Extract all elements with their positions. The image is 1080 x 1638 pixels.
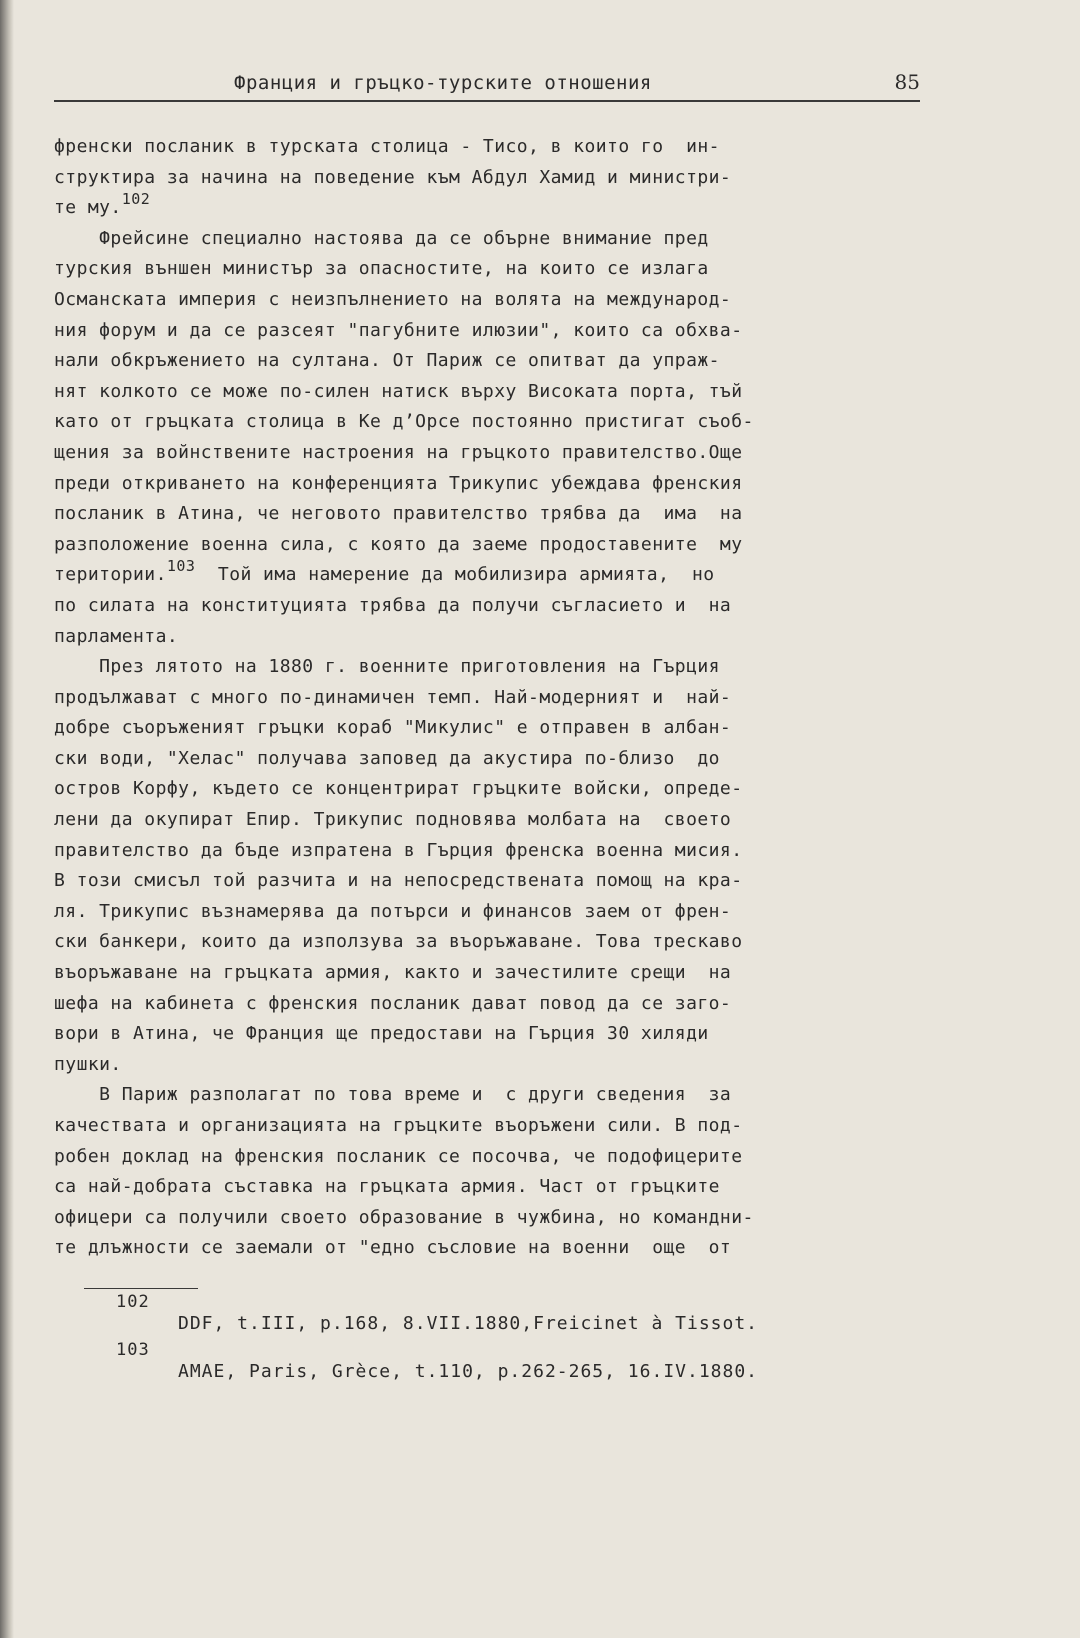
text-line [54, 1233, 934, 1264]
line-text: като от гръцката столица в Ке д’Орсе постоянно пристигат съоб- [54, 411, 754, 433]
line-text: преди откриването на конференцията Трикупис убеждава френския [54, 472, 743, 494]
line-text: парламента. [54, 625, 179, 647]
line-text: ния форум и да се разсеят "пагубните илюзии", които са обхва- [54, 319, 743, 341]
line-text: Фрейсине специално настоява да се обърне внимание пред [54, 227, 709, 249]
text-line [54, 438, 934, 469]
footnote [110, 1340, 910, 1392]
line-text: те му. [54, 197, 122, 219]
text-line [54, 897, 934, 928]
line-text: по силата на конституцията трябва да получи съгласието и на [54, 594, 732, 616]
text-line [54, 713, 934, 744]
line-text: турския външен министър за опасностите, на които се излага [54, 258, 709, 280]
text-line [54, 591, 934, 622]
text-line [54, 774, 934, 805]
line-text: френски посланик в турската столица - Тисо, в които го ин- [54, 136, 720, 157]
text-line [54, 1172, 934, 1203]
text-line [54, 927, 934, 958]
line-text: разположение военна сила, с която да заеме продоставените му [54, 533, 743, 555]
text-line [54, 557, 934, 591]
line-text: През лятото на 1880 г. военните приготовления на Гърция [54, 656, 720, 678]
line-text: правителство да бъде изпратена в Гърция френска военна мисия. [54, 839, 743, 861]
footnote-reference: 102 [121, 190, 151, 209]
text-line [54, 254, 934, 285]
line-text: пушки. [54, 1053, 122, 1075]
line-text: нали обкръжението на султана. От Париж се опитват да упраж- [54, 350, 720, 372]
running-header [54, 70, 920, 102]
text-line [54, 1111, 934, 1142]
text-line [54, 316, 934, 347]
line-text: нят колкото се може по-силен натиск върху Високата порта, тъй [54, 380, 743, 402]
text-line [54, 163, 934, 194]
line-text: шефа на кабинета с френския посланик дават повод да се заго- [54, 992, 732, 1014]
text-line [54, 1142, 934, 1173]
text-line [54, 224, 934, 255]
line-text: структира за начина на поведение към Абдул Хамид и министри- [54, 166, 732, 188]
line-text: Османската империя с неизпълнението на волята на международ- [54, 288, 732, 310]
text-line [54, 346, 934, 377]
page-number: 85 [894, 70, 920, 94]
page-edge-shadow [0, 0, 14, 1638]
footnote-text: DDF, t.III, p.168, 8.VII.1880,Freicinet à Tissot. [178, 1313, 759, 1334]
text-line [54, 285, 934, 316]
text-line [54, 866, 934, 897]
line-text: щения за войнствените настроения на гръцкото правителство.Още [54, 441, 743, 463]
header-title: Франция и гръцко-турските отношения [234, 72, 652, 94]
footnote [110, 1292, 910, 1344]
line-text-continuation: Той има намерение да мобилизира армията, но [195, 564, 715, 586]
line-text: робен доклад на френския посланик се посочва, че подофицерите [54, 1145, 743, 1167]
line-text: В Париж разполагат по това време и с други сведения за [54, 1084, 732, 1106]
footnote-divider [84, 1288, 198, 1289]
text-line [54, 1019, 934, 1050]
line-text: продължават с много по-динамичен темп. Най-модерният и най- [54, 686, 732, 708]
line-text: ски води, "Хелас" получава заповед да акустира по-близо до [54, 747, 720, 769]
line-text: качествата и организацията на гръцките въоръжени сили. В под- [54, 1115, 743, 1136]
text-line [54, 1203, 934, 1234]
line-text: ски банкери, които да използува за въоръжаване. Това трескаво [54, 931, 743, 953]
line-text: ля. Трикупис възнамерява да потърси и финансов заем от френ- [54, 900, 732, 922]
body-text [54, 132, 934, 1264]
text-line [54, 805, 934, 836]
footnotes [110, 1292, 910, 1392]
line-text: територии. [54, 564, 167, 586]
text-line [54, 469, 934, 500]
text-line [54, 683, 934, 714]
text-line [54, 622, 934, 653]
line-text: добре съоръженият гръцки кораб "Микулис" е отправен в албан- [54, 717, 732, 739]
text-line [54, 1050, 934, 1081]
text-line [54, 530, 934, 561]
text-line [54, 190, 934, 224]
line-text: остров Корфу, където се концентрират гръцките войски, опреде- [54, 778, 743, 800]
line-text: те длъжности се заемали от "едно съсловие на военни още от [54, 1237, 732, 1259]
text-line [54, 989, 934, 1020]
text-line [54, 958, 934, 989]
text-line [54, 132, 934, 163]
text-line [54, 377, 934, 408]
text-line [54, 499, 934, 530]
text-line [54, 836, 934, 867]
line-text: офицери са получили своето образование в чужбина, но командни- [54, 1206, 754, 1228]
line-text: са най-добрата съставка на гръцката армия. Част от гръцките [54, 1176, 720, 1198]
footnote-number: 102 [116, 1292, 150, 1312]
line-text: посланик в Атина, че неговото правителство трябва да има на [54, 503, 743, 525]
text-line [54, 744, 934, 775]
line-text: В този смисъл той разчита и на непосредствената помощ на кра- [54, 870, 743, 892]
text-line [54, 1080, 934, 1111]
text-line [54, 652, 934, 683]
line-text: въоръжаване на гръцката армия, както и зачестилите срещи на [54, 962, 732, 984]
text-line [54, 407, 934, 438]
line-text: вори в Атина, че Франция ще предостави на Гърция 30 хиляди [54, 1023, 709, 1045]
footnote-reference: 103 [166, 557, 196, 576]
line-text: лени да окупират Епир. Трикупис подновява молбата на своето [54, 809, 732, 831]
footnote-number: 103 [116, 1340, 150, 1360]
footnote-text: AMAE, Paris, Grèce, t.110, p.262-265, 16.IV.1880. [178, 1361, 759, 1382]
